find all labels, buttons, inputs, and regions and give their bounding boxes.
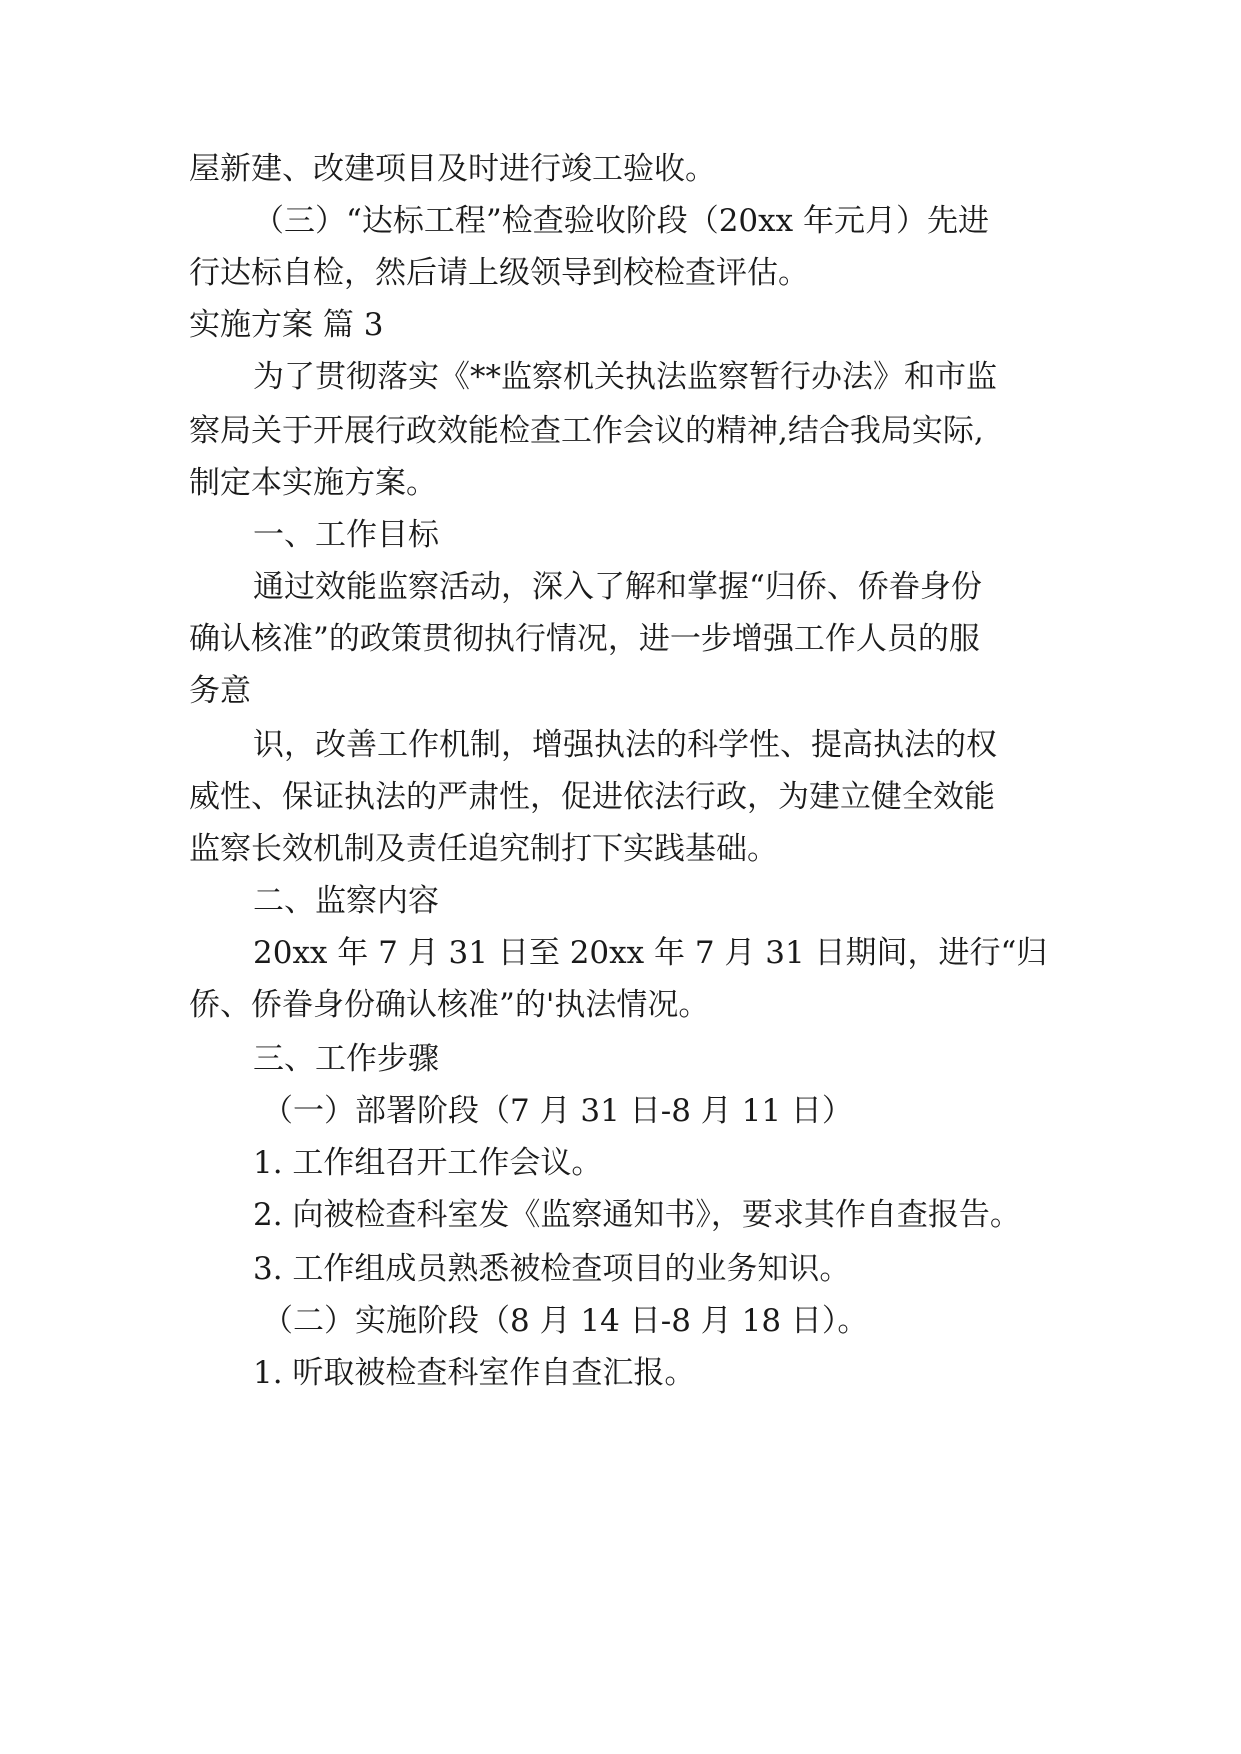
- text-line: 威性、保证执法的严肃性，促进依法行政，为建立健全效能: [189, 779, 995, 815]
- text-line: 屋新建、改建项目及时进行竣工验收。: [189, 151, 716, 187]
- text-line: （三）“达标工程”检查验收阶段（20xx 年元月）先进: [253, 203, 989, 239]
- text-line: 为了贯彻落实《**监察机关执法监察暂行办法》和市监: [253, 359, 997, 395]
- text-line: 侨、侨眷身份确认核准”的'执法情况。: [189, 987, 710, 1023]
- text-line: 监察长效机制及责任追究制打下实践基础。: [189, 831, 778, 867]
- text-line: 20xx 年 7 月 31 日至 20xx 年 7 月 31 日期间，进行“归: [253, 935, 1048, 971]
- text-line: 制定本实施方案。: [189, 465, 437, 501]
- subsection-heading: 三、工作步骤: [253, 1041, 439, 1077]
- list-item: 1. 听取被检查科室作自查汇报。: [253, 1355, 696, 1391]
- text-line: 通过效能监察活动，深入了解和掌握“归侨、侨眷身份: [253, 569, 982, 605]
- text-line: 务意: [189, 673, 251, 709]
- text-line: 确认核准”的政策贯彻执行情况，进一步增强工作人员的服: [189, 621, 980, 657]
- text-line: （一）部署阶段（7 月 31 日-8 月 11 日）: [262, 1093, 853, 1129]
- list-item: 2. 向被检查科室发《监察通知书》，要求其作自查报告。: [253, 1197, 1021, 1233]
- subsection-heading: 二、监察内容: [253, 883, 439, 919]
- list-item: 1. 工作组召开工作会议。: [253, 1145, 603, 1181]
- section-heading: 实施方案 篇 3: [189, 307, 384, 343]
- subsection-heading: 一、工作目标: [253, 517, 439, 553]
- list-item: 3. 工作组成员熟悉被检查项目的业务知识。: [253, 1251, 851, 1287]
- text-line: （二）实施阶段（8 月 14 日-8 月 18 日）。: [262, 1303, 869, 1339]
- text-line: 识，改善工作机制，增强执法的科学性、提高执法的权: [253, 727, 997, 763]
- text-line: 察局关于开展行政效能检查工作会议的精神,结合我局实际,: [189, 413, 984, 449]
- text-line: 行达标自检，然后请上级领导到校检查评估。: [189, 255, 809, 291]
